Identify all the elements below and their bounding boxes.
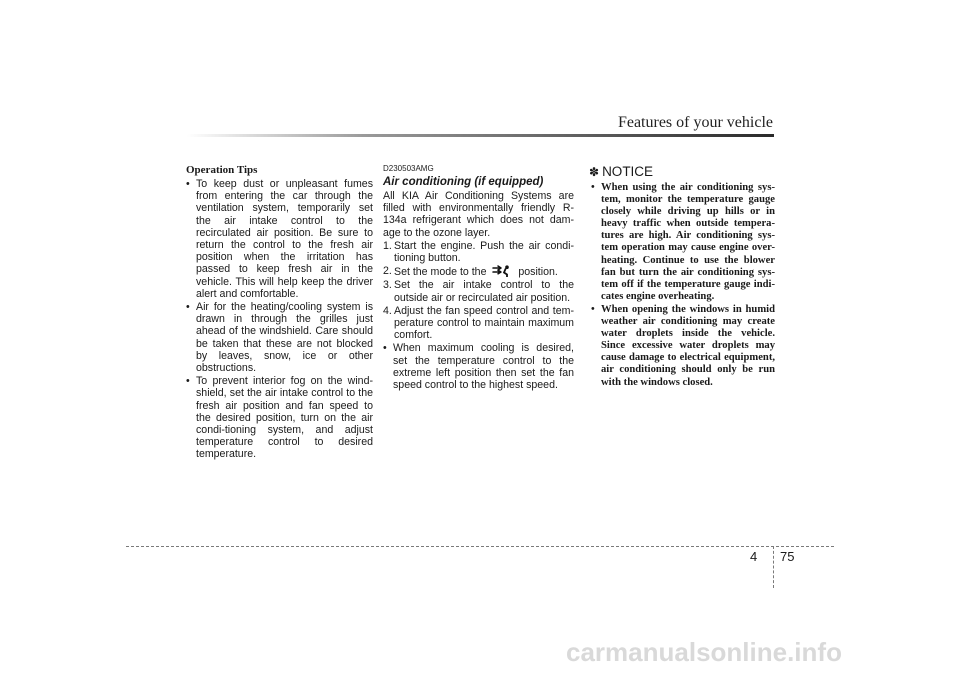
step-text: Start the engine. Push the air condi-tioning button.: [394, 239, 574, 265]
footer-rule: [126, 546, 834, 547]
operation-tips-list: [186, 178, 373, 461]
column-air-conditioning: [383, 164, 574, 392]
intro-paragraph: All KIA Air Conditioning Systems are filled with environmentally friendly R-134a refrigerant which does not dam-age to the ozone layer.: [383, 190, 574, 239]
notice-star-icon: ✽: [589, 165, 600, 179]
section-title: Features of your vehicle: [617, 114, 773, 131]
list-item: • Air for the heating/cooling system is drawn in through the grilles just ahead of the windshield. Care should be taken that these are not blocked by leaves, snow, ice or other obstructions.: [186, 301, 373, 374]
face-vent-mode-icon: [492, 265, 512, 277]
watermark: carmanualsonline.info: [566, 637, 842, 667]
list-item: • To keep dust or unpleasant fumes from entering the car through the ventilation system, temporarily set the air intake control to the recirculated air position. Be sure to return the control to the fresh air position when the irritation has passed to keep fresh air in the vehicle. This will help keep the driver alert and comfortable.: [186, 178, 373, 300]
step-number: 2.: [383, 265, 392, 278]
list-item: [383, 240, 574, 264]
notice-list: [591, 182, 775, 389]
list-item: [383, 279, 574, 303]
section-code: D230503AMG: [383, 164, 434, 173]
step-text: position.: [518, 266, 558, 279]
list-item: • When maximum cooling is desired, set the temperature control to the extreme left position then set the fan speed control to the highest speed.: [383, 342, 574, 391]
list-item: • When opening the windows in humid weather air conditioning may create water droplets inside the vehicle. Since excessive water droplets may cause damage to electrical equipment, air conditioning should only be run with the windows closed.: [591, 304, 775, 389]
step-text: Set the mode to the: [394, 266, 487, 279]
operation-tips-heading: Operation Tips: [186, 164, 258, 176]
step-number: 3.: [383, 279, 392, 292]
step-number: 1.: [383, 239, 392, 252]
step-text: Adjust the fan speed control and tem-perature control to maintain maximum comfort.: [394, 304, 574, 342]
column-operation-tips: [186, 164, 373, 462]
header-rule: [187, 134, 774, 137]
step-text: Set the air intake control to the outside air or recirculated air position.: [394, 279, 574, 304]
notice-heading: [589, 164, 775, 180]
air-conditioning-heading: Air conditioning (if equipped): [383, 176, 544, 188]
step-number: 4.: [383, 304, 392, 317]
list-item: [383, 265, 574, 278]
page-number: 75: [780, 549, 795, 564]
cooling-tip-list: [383, 342, 574, 391]
list-item: • When using the air conditioning sys-tem, monitor the temperature gauge closely while driving up hills or in heavy traffic when outside tempera-tures are high. Air conditioning sys-tem operation may cause engine over-heating. Continue to use the blower fan but turn the air conditioning sys-tem off if the temperature gauge indi-cates engine overheating.: [591, 182, 775, 303]
steps-list: [383, 240, 574, 342]
notice-title: NOTICE: [602, 164, 654, 179]
footer-divider: [773, 546, 774, 588]
list-item: [383, 305, 574, 342]
chapter-number: 4: [750, 549, 758, 564]
list-item: • To prevent interior fog on the wind-shield, set the air intake control to the fresh air position and fan speed to the desired position, turn on the air condi-tioning system, and adjust temperature control to desired temperature.: [186, 375, 373, 460]
column-notice: [591, 164, 775, 390]
